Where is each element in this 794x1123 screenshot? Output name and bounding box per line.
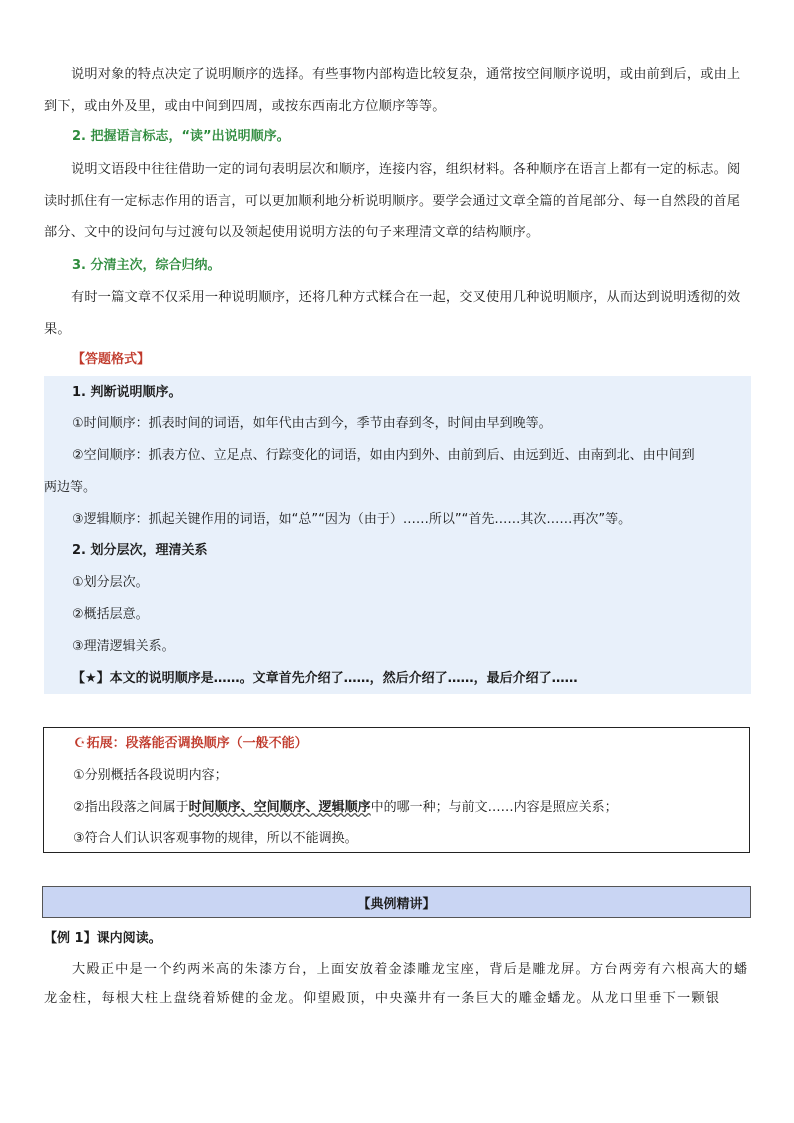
extension-box xyxy=(43,727,750,853)
answer-layer-1: ①划分层次。 xyxy=(72,575,149,590)
heading-distinguish-primary: 3. 分清主次，综合归纳。 xyxy=(72,258,221,273)
paragraph-space-order: 说明对象的特点决定了说明顺序的选择。有些事物内部构造比较复杂，通常按空间顺序说明，或由前到后，或由上到下，或由外及里，或由中间到四周，或按东西南北方位顺序等等。 xyxy=(44,67,741,114)
extension-line-2-post: 中的哪一种；与前文……内容是照应关系； xyxy=(370,800,618,815)
answer-time-order: ①时间顺序：抓表时间的词语，如年代由古到今，季节由春到冬，时间由早到晚等。 xyxy=(72,416,552,431)
crescent-icon: ☪ xyxy=(74,736,86,751)
answer-format-label: 【答题格式】 xyxy=(72,352,151,367)
answer-space-order: ②空间顺序：抓表方位、立足点、行踪变化的词语，如由内到外、由前到后、由远到近、由南到北、由中间到 xyxy=(72,448,695,463)
extension-title xyxy=(74,734,308,754)
example-passage: 大殿正中是一个约两米高的朱漆方台，上面安放着金漆雕龙宝座，背后是雕龙屏。方台两旁有六根高大的蟠龙金柱，每根大柱上盘绕着矫健的金龙。仰望殿顶，中央藻井有一条巨大的雕金蟠龙。从龙口里垂下一颗银 xyxy=(44,962,749,1006)
extension-line-3: ③符合人们认识客观事物的规律，所以不能调换。 xyxy=(73,831,358,846)
answer-layer-3: ③理清逻辑关系。 xyxy=(72,639,175,654)
extension-title-text: 拓展：段落能否调换顺序（一般不能） xyxy=(86,736,308,751)
answer-logic-order: ③逻辑顺序：抓起关键作用的词语，如“总”“因为（由于）……所以”“首先……其次……再次”等。 xyxy=(72,512,632,527)
heading-language-markers: 2. 把握语言标志，“读”出说明顺序。 xyxy=(72,129,290,144)
extension-line-2-pre: ②指出段落之间属于 xyxy=(73,800,189,815)
section-header-title: 【典例精讲】 xyxy=(357,896,436,912)
section-header-examples xyxy=(42,886,751,918)
paragraph-language-markers: 说明文语段中往往借助一定的词句表明层次和顺序，连接内容，组织材料。各种顺序在语言上都有一定的标志。阅读时抓住有一定标志作用的语言，可以更加顺利地分析说明顺序。要学会通过文章全篇的首尾部分、每一自然段的首尾部分、文中的设问句与过渡句以及领起使用说明方法的句子来理清文章的结构顺序。 xyxy=(44,162,741,240)
example-label: 【例 1】课内阅读。 xyxy=(44,931,162,946)
answer-layer-2: ②概括层意。 xyxy=(72,607,149,622)
extension-line-1: ①分别概括各段说明内容； xyxy=(73,768,228,783)
extension-line-2 xyxy=(73,798,618,818)
extension-order-types: 时间顺序、空间顺序、逻辑顺序 xyxy=(188,800,371,815)
answer-step-judge-order: 1. 判断说明顺序。 xyxy=(72,385,182,400)
paragraph-mixed-orders: 有时一篇文章不仅采用一种说明顺序，还将几种方式糅合在一起，交叉使用几种说明顺序，从而达到说明透彻的效果。 xyxy=(44,290,741,337)
answer-template-sentence: 【★】本文的说明顺序是……。文章首先介绍了……，然后介绍了……，最后介绍了…… xyxy=(72,671,578,686)
answer-space-order-cont: 两边等。 xyxy=(44,480,97,495)
answer-step-layers: 2. 划分层次，理清关系 xyxy=(72,543,208,558)
